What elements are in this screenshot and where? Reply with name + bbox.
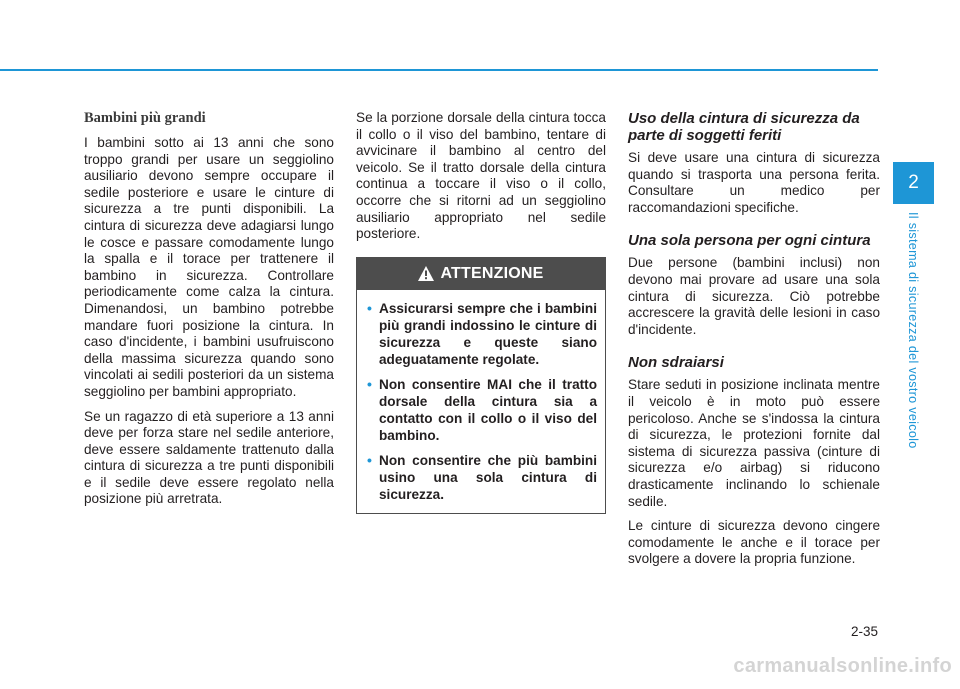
chapter-title-text: Il sistema di sicurezza del vostro veicolo (906, 212, 920, 449)
paragraph: I bambini sotto ai 13 anni che sono troppo grandi per usare un seggiolino ausiliario devono sempre occupare il sedile posteriore e usare le cinture di sicurezza a tre punti disponibili. La cintura di sicurezza deve adagiarsi lungo le cosce e passare comodamente lungo la spalla e il torace per trattenere il bambino in sicurezza. Controllare periodicamente come calza la cintura. Dimenandosi, un bambino potrebbe mandare fuori posizione la cintura. In caso d'incidente, i bambini usufruiscono della massima sicurezza quando sono vincolati ai sedili posteriori da un sistema seggiolino per bambini appropriato. (84, 135, 334, 399)
warning-triangle-icon (418, 266, 434, 281)
column-1 (84, 110, 334, 516)
chapter-number: 2 (908, 172, 919, 193)
warning-item-text: Non consentire che più bambini usino una sola cintura di sicurezza. (379, 452, 597, 502)
bullet-icon: • (367, 299, 372, 316)
list-item (367, 452, 597, 503)
column-2 (356, 110, 606, 514)
warning-item-text: Non consentire MAI che il tratto dorsale della cintura sia a contatto con il collo o il viso del bambino. (379, 376, 597, 443)
paragraph: Si deve usare una cintura di sicurezza quando si trasporta una persona ferita. Consultare un medico per raccomandazioni specifiche. (628, 150, 880, 215)
list-item (367, 300, 597, 368)
warning-header (357, 258, 605, 290)
bullet-icon: • (367, 451, 372, 468)
chapter-tab (893, 162, 934, 204)
paragraph: Le cinture di sicurezza devono cingere comodamente le anche e il torace per svolgere a dovere la propria funzione. (628, 518, 880, 567)
bullet-icon: • (367, 375, 372, 392)
list-item (367, 376, 597, 444)
header-rule (0, 69, 878, 71)
warning-title: ATTENZIONE (440, 264, 544, 282)
warning-list (357, 290, 605, 513)
section-heading-one-person-per-belt: Una sola persona per ogni cintura (628, 232, 871, 250)
section-heading-injured-persons: Uso della cintura di sicurezza da parte di soggetti feriti (628, 110, 860, 144)
warning-box (356, 257, 606, 514)
section-heading-older-children: Bambini più grandi (84, 110, 206, 126)
paragraph: Se un ragazzo di età superiore a 13 anni deve per forza stare nel sedile anteriore, deve essere saldamente trattenuto dalla cintura di sicurezza a tre punti disponibili e il sedile deve essere regolato nella posizione più arretrata. (84, 408, 334, 507)
column-3 (628, 110, 880, 576)
warning-item-text: Assicurarsi sempre che i bambini più grandi indossino le cinture di sicurezza e queste siano adeguatamente regolate. (379, 300, 597, 367)
paragraph: Se la porzione dorsale della cintura tocca il collo o il viso del bambino, tentare di avvicinare il bambino al centro del veicolo. Se il tratto dorsale della cintura continua a toccare il viso o il collo, occorre che si ritorni ad un seggiolino ausiliario appropriato nel sedile posteriore. (356, 110, 606, 242)
section-heading-do-not-recline: Non sdraiarsi (628, 354, 724, 372)
watermark: carmanualsonline.info (733, 655, 952, 677)
paragraph: Due persone (bambini inclusi) non devono mai provare ad usare una sola cintura di sicurezza. Ciò potrebbe accrescere la gravità delle lesioni in caso d'incidente. (628, 255, 880, 337)
page-number: 2-35 (850, 624, 878, 639)
paragraph: Stare seduti in posizione inclinata mentre il veicolo è in moto può essere pericoloso. Anche se s'indossa la cintura di sicurezza, le protezioni fornite dal sistema di sicurezza passiva (cinture di sicurezza e/o airbag) si riducono drasticamente inclinando lo schienale sedile. (628, 377, 880, 509)
